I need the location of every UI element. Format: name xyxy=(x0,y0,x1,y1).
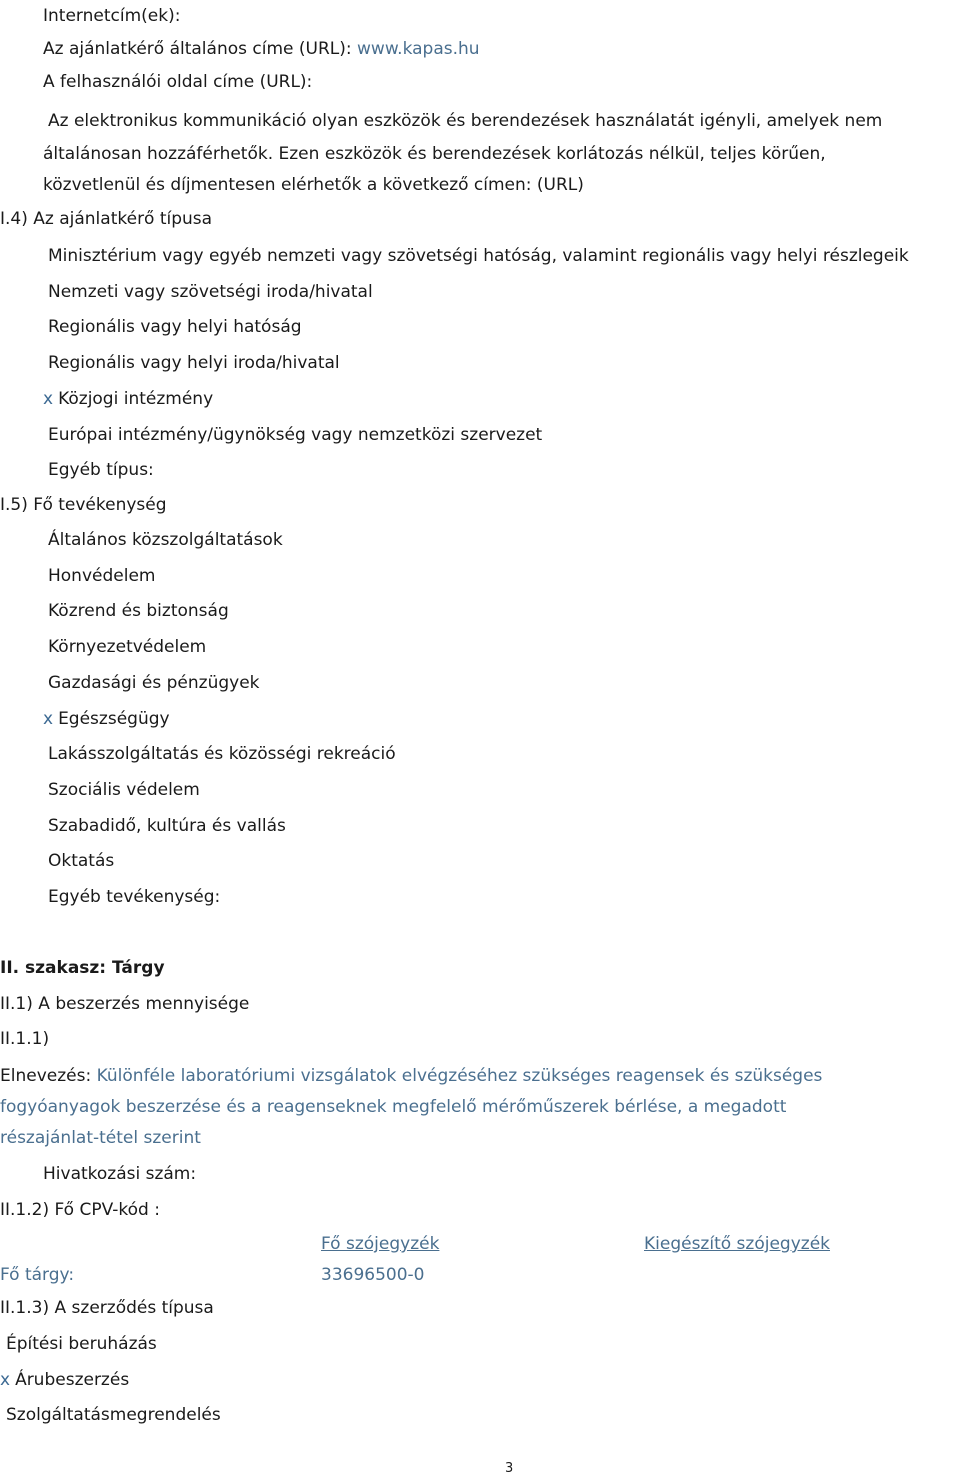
main-activity-option xyxy=(48,850,114,872)
name-value-line-1: Különféle laboratóriumi vizsgálatok elvégzéséhez szükséges reagensek és szükséges xyxy=(96,1066,823,1086)
name-value-line-2: fogyóanyagok beszerzése és a reagenseknek megfelelő mérőműszerek bérlése, a megadott xyxy=(0,1097,787,1117)
name-row-1 xyxy=(0,1065,822,1087)
cpv-heading: II.1.2) Fő CPV-kód : xyxy=(0,1200,160,1220)
option-label: Regionális vagy helyi iroda/hivatal xyxy=(48,353,340,374)
main-url-link[interactable]: www.kapas.hu xyxy=(357,39,480,59)
option-label: Közrend és biztonság xyxy=(48,601,229,622)
section-2-heading: II. szakasz: Tárgy xyxy=(0,958,165,978)
option-label: Szociális védelem xyxy=(48,779,200,800)
cpv-main-object-code: 33696500-0 xyxy=(321,1265,425,1285)
option-label: Nemzeti vagy szövetségi iroda/hivatal xyxy=(48,281,373,302)
page-number: 3 xyxy=(505,1461,514,1476)
option-label: Európai intézmény/ügynökség vagy nemzetközi szervezet xyxy=(48,424,543,445)
contract-type-heading: II.1.3) A szerződés típusa xyxy=(0,1298,214,1318)
main-activity-option xyxy=(48,815,286,837)
option-label: Általános közszolgáltatások xyxy=(48,530,283,550)
reference-number-label: Hivatkozási szám: xyxy=(43,1164,197,1184)
option-label: Regionális vagy helyi hatóság xyxy=(48,317,302,338)
main-activity-option xyxy=(48,886,220,908)
authority-type-heading: I.4) Az ajánlatkérő típusa xyxy=(0,209,213,229)
main-activity-heading: I.5) Fő tevékenység xyxy=(0,495,167,515)
internet-heading: Internetcím(ek): xyxy=(43,6,181,26)
cpv-supplementary-vocabulary-link[interactable]: Kiegészítő szójegyzék xyxy=(644,1234,830,1254)
option-label: Lakásszolgáltatás és közösségi rekreáció xyxy=(48,744,396,765)
authority-type-option xyxy=(48,424,542,446)
name-value-line-3: részajánlat-tétel szerint xyxy=(0,1128,201,1148)
name-label: Elnevezés: xyxy=(0,1066,92,1086)
option-label: Árubeszerzés xyxy=(15,1369,130,1390)
authority-type-option xyxy=(43,388,213,410)
option-label: Egyéb tevékenység: xyxy=(48,887,221,907)
main-activity-option xyxy=(48,779,200,801)
selected-mark: x xyxy=(0,1369,11,1390)
option-label: Gazdasági és pénzügyek xyxy=(48,672,260,693)
authority-type-option xyxy=(48,281,373,303)
option-label: Egyéb típus: xyxy=(48,460,154,481)
option-label: Honvédelem xyxy=(48,565,156,586)
selected-mark: x xyxy=(43,388,54,409)
main-activity-option xyxy=(48,636,206,658)
option-label: Szabadidő, kultúra és vallás xyxy=(48,815,286,836)
contract-type-option xyxy=(6,1333,157,1355)
main-activity-option xyxy=(48,743,396,765)
option-label: Szolgáltatásmegrendelés xyxy=(6,1405,221,1425)
option-label: Minisztérium vagy egyéb nemzeti vagy szövetségi hatóság, valamint regionális vagy helyi részlegeik xyxy=(48,246,909,266)
option-label: Közjogi intézmény xyxy=(58,388,214,409)
main-url-row xyxy=(43,38,480,60)
cpv-main-object-label: Fő tárgy: xyxy=(0,1265,75,1285)
option-label: Környezetvédelem xyxy=(48,637,207,658)
main-activity-option xyxy=(48,529,283,551)
selected-mark: x xyxy=(43,708,54,729)
quantity-heading: II.1) A beszerzés mennyisége xyxy=(0,994,250,1014)
option-label: Egészségügy xyxy=(58,708,170,729)
main-url-label: Az ajánlatkérő általános címe (URL): xyxy=(43,39,352,59)
option-label: Építési beruházás xyxy=(6,1334,157,1354)
main-activity-option xyxy=(48,672,260,694)
subsection-2-1-1: II.1.1) xyxy=(0,1029,50,1049)
option-label: Oktatás xyxy=(48,851,115,872)
electronic-comm-line-3: közvetlenül és díjmentesen elérhetők a következő címen: (URL) xyxy=(43,175,584,195)
authority-type-option xyxy=(48,245,909,267)
contract-type-option xyxy=(0,1369,129,1391)
authority-type-option xyxy=(48,352,340,374)
cpv-main-vocabulary-link[interactable]: Fő szójegyzék xyxy=(321,1234,440,1254)
authority-type-option xyxy=(48,316,302,338)
main-activity-option xyxy=(43,708,170,730)
contract-type-option xyxy=(6,1404,221,1426)
authority-type-option xyxy=(48,459,154,481)
main-activity-option xyxy=(48,600,229,622)
electronic-comm-line-1: Az elektronikus kommunikáció olyan eszközök és berendezések használatát igényli, amelyek nem xyxy=(48,111,883,131)
electronic-comm-line-2: általánosan hozzáférhetők. Ezen eszközök és berendezések korlátozás nélkül, teljes körűen, xyxy=(43,144,826,164)
buyer-profile-label: A felhasználói oldal címe (URL): xyxy=(43,72,313,92)
main-activity-option xyxy=(48,565,155,587)
